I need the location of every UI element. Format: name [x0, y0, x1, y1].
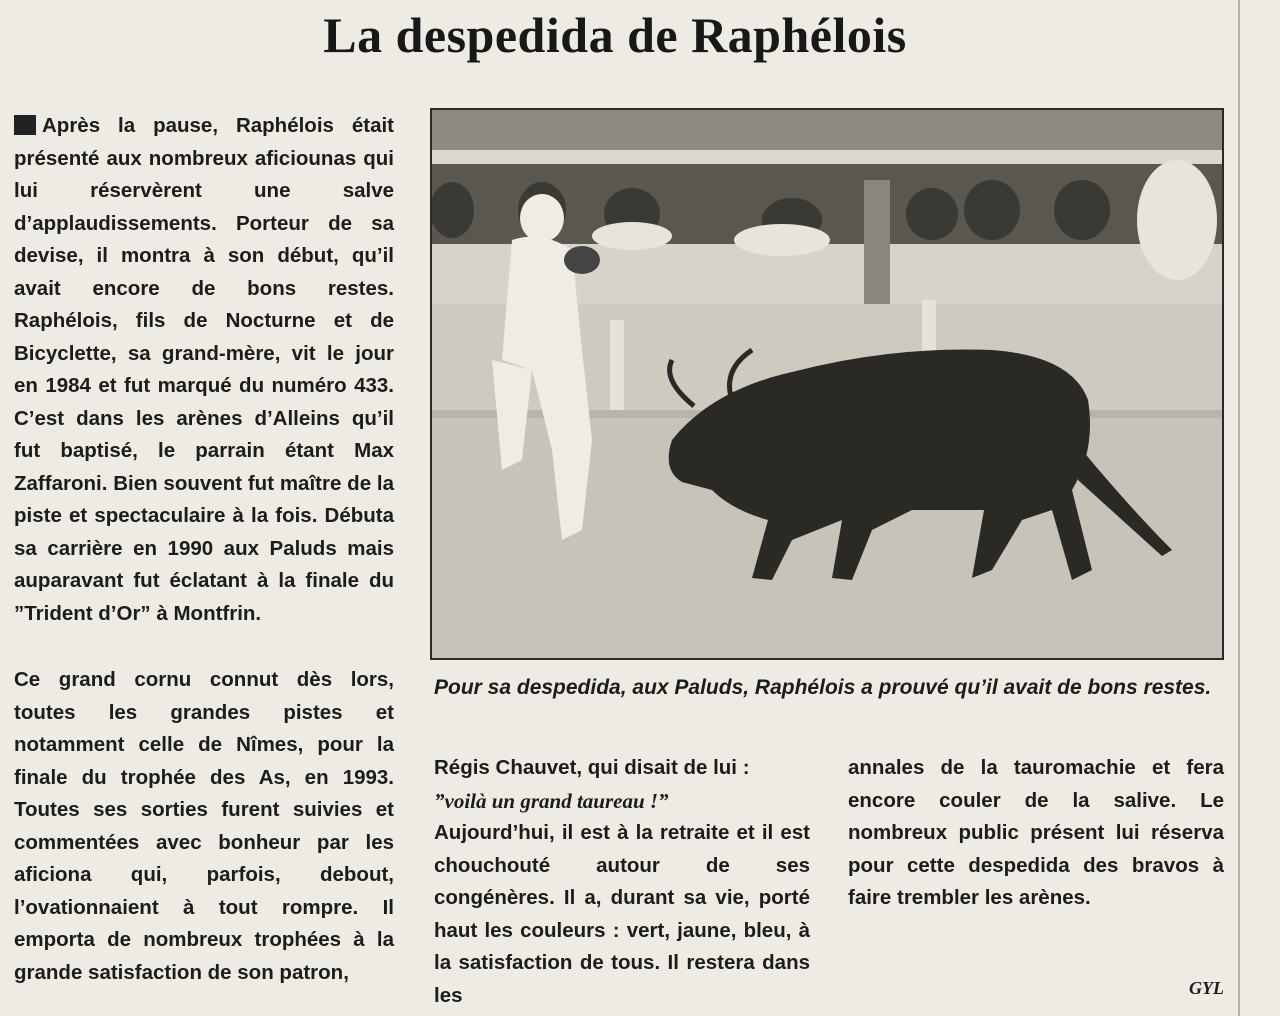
column-right	[848, 752, 1224, 915]
paragraph-3-intro: Régis Chauvet, qui disait de lui :	[434, 756, 750, 779]
bull-arena-photo	[432, 110, 1222, 658]
paragraph-4: annales de la tauromachie et fera encore couler de la salive. Le nombreux public présent lui réserva pour cette despedida des bravos à faire trembler les arènes.	[848, 756, 1224, 909]
author-signature: GYL	[1189, 978, 1224, 998]
photo-caption: Pour sa despedida, aux Paluds, Raphélois a prouvé qu’il avait de bons restes.	[434, 676, 1212, 699]
paragraph-1-text: Après la pause, Raphélois était présenté aux nombreux aficiounas qui lui réservèrent une salve d’applaudissements. Porteur de sa devise, il montra à son début, qu’il avait encore de bons restes. Raphélois, fils de Nocturne et de Bicyclette, sa grand-mère, vit le jour en 1984 et fut marqué du numéro 433. C’est dans les arènes d’Alleins qu’il fut baptisé, le parrain étant Max Zaffaroni. Bien souvent fut maître de la piste et spectaculaire à la fois. Débuta sa carrière en 1990 aux Paluds mais auparavant fut éclatant à la finale du ”Trident d’Or” à Montfrin.	[14, 114, 394, 625]
article-photo	[430, 108, 1224, 660]
column-left	[14, 110, 394, 989]
pull-quote: ”voilà un grand taureau !”	[434, 788, 669, 813]
page-edge-divider	[1238, 0, 1240, 1016]
paragraph-2: Ce grand cornu connut dès lors, toutes les grandes pistes et notamment celle de Nîmes, pour la finale du trophée des As, en 1993. Toutes ses sorties furent suivies et commentées avec bonheur par les aficiona qui, parfois, debout, l’ovationnaient à tout rompre. Il emporta de nombreux trophées à la grande satisfaction de son patron,	[14, 668, 394, 984]
column-middle	[434, 752, 810, 1012]
paragraph-1	[14, 110, 394, 630]
paragraph-3	[434, 752, 810, 1012]
article-headline: La despedida de Raphélois	[323, 7, 907, 63]
paragraph-bullet	[14, 115, 36, 135]
paragraph-3-body: Aujourd’hui, il est à la retraite et il est chouchouté autour de ses congénères. Il a, durant sa vie, porté haut les couleurs : vert, jaune, bleu, à la satisfaction de tous. Il restera dans les	[434, 821, 810, 1007]
